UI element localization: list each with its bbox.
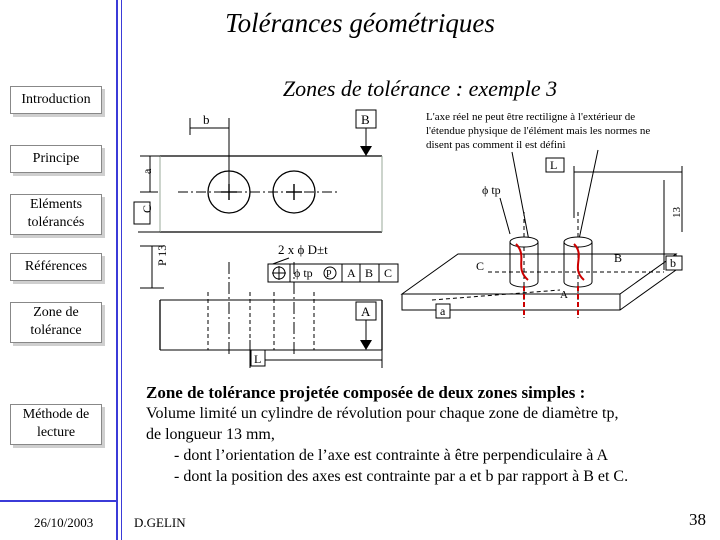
top-view-outline [160,156,382,232]
sidebar-item-label: Principe [32,151,80,166]
caption-line: Volume limité un cylindre de révolution pour chaque zone de diamètre tp, [146,405,619,422]
frame-projected-p: P [326,269,332,280]
frame-datum-a: A [347,266,356,280]
iso-b-datum-label: B [614,251,623,265]
frame-tolerance: ϕ tp [294,266,313,280]
dimension-l-top-label: L [550,158,558,172]
footer-date: 26/10/2003 [34,515,94,530]
caption-heading: Zone de tolérance projetée composée de deux zones simples : [146,383,586,402]
divider-line [0,500,118,502]
hole-callout: 2 x ϕ D±t [278,242,328,257]
datum-c-label: C [140,204,154,213]
note-leader [512,152,530,246]
sidebar-item-label: Introduction [21,92,91,107]
page-number: 38 [689,510,706,529]
iso-a-label: a [440,304,446,318]
caption [146,382,706,487]
note-line: L'axe réel ne peut être rectiligne à l'extérieur de [426,111,636,123]
projected-length-label: P 13 [155,244,169,266]
datum-b-triangle [360,146,372,156]
iso-plate [402,254,676,310]
dimension-a-label: a [140,168,154,174]
dimension-b-label: b [203,112,210,127]
frame-datum-c: C [384,266,393,280]
note-leader [578,150,598,244]
frame-datum-b: B [365,266,374,280]
dimension-b [190,118,229,188]
iso-c-label: C [476,259,485,273]
slide-subtitle: Zones de tolérance : exemple 3 [282,76,558,101]
sidebar-item-label: Eléments tolérancés [27,197,85,230]
iso-a-datum-label: A [560,289,568,301]
note-line: l'étendue physique de l'élément mais les normes ne [426,125,651,137]
sidebar-item-label: Références [24,259,88,274]
slide-title: Tolérances géométriques [225,8,495,38]
feature-control-frame [268,264,398,282]
caption-line: - dont l’orientation de l’axe est contrainte à être perpendiculaire à A [174,447,609,464]
sidebar-item-label: Zone de tolérance [30,305,82,338]
caption-line: de longueur 13 mm, [146,426,275,443]
dimension-l-bottom-label: L [254,352,262,366]
sidebar-item-methode-de-lecture[interactable] [10,404,102,445]
phi-tp-label: ϕ tp [482,183,501,197]
sidebar-item-label: Méthode de lecture [22,407,90,440]
dimension-13-label: 13 [671,207,683,218]
datum-a-label: A [361,304,371,319]
iso-b-label: b [670,256,676,270]
caption-line: - dont la position des axes est contrainte par a et b par rapport à B et C. [174,468,629,485]
note-line: disent pas comment il est défini [426,139,566,151]
datum-b-label: B [361,112,370,127]
footer-author: D.GELIN [134,515,186,530]
note-text [426,111,653,151]
